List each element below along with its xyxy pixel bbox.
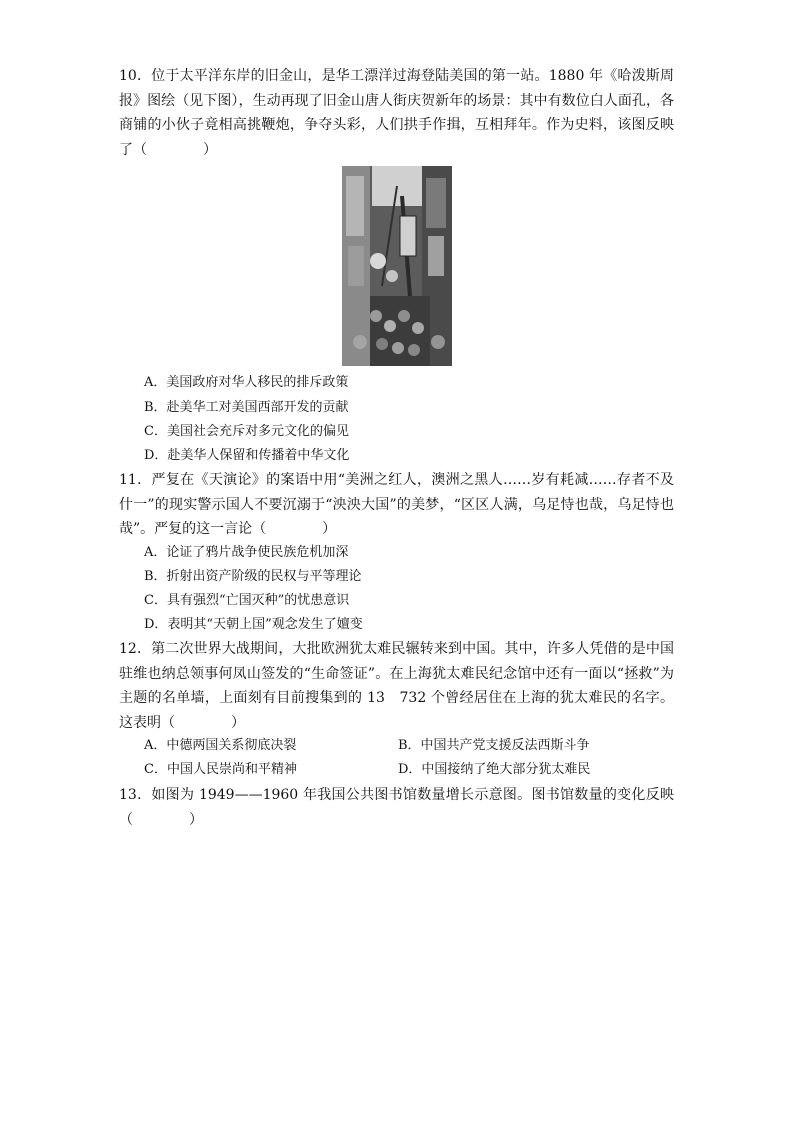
question-11-option-a[interactable]: A．论证了鸦片战争使民族危机加深 xyxy=(144,545,349,560)
chinatown-new-year-illustration xyxy=(342,166,452,366)
question-10-option-c[interactable]: C．美国社会充斥对多元文化的偏见 xyxy=(144,424,349,439)
question-10-stem: 10．位于太平洋东岸的旧金山，是华工漂洋过海登陆美国的第一站。1880 年《哈泼斯周报》图绘（见下图），生动再现了旧金山唐人街庆贺新年的场景：其中有数位白人面孔，各商铺的小伙子竟相高挑鞭炮，争夺头彩，人们拱手作揖，互相拜年。作为史料，该图反映了（ ） xyxy=(119,68,674,158)
question-12-option-c[interactable]: C．中国人民崇尚和平精神 xyxy=(144,762,297,777)
question-10-option-d[interactable]: D．赴美华人保留和传播着中华文化 xyxy=(144,448,350,463)
question-10-option-a[interactable]: A．美国政府对华人移民的排斥政策 xyxy=(144,375,349,390)
question-10-option-b[interactable]: B．赴美华工对美国西部开发的贡献 xyxy=(144,400,349,415)
question-12-option-d[interactable]: D．中国接纳了绝大部分犹太难民 xyxy=(398,762,591,777)
question-12-option-a[interactable]: A．中德两国关系彻底决裂 xyxy=(144,738,297,753)
question-12-option-b[interactable]: B．中国共产党支援反法西斯斗争 xyxy=(398,738,590,753)
question-11-option-d[interactable]: D．表明其“天朝上国”观念发生了嬗变 xyxy=(144,617,363,632)
question-11-stem: 11．严复在《天演论》的案语中用“美洲之红人，澳洲之黑人……岁有耗减……存者不及什一”的现实警示国人不要沉溺于“泱泱大国”的美梦，“区区人满，乌足恃也哉，乌足恃也哉”。严复的这一言论（ ） xyxy=(119,472,674,537)
question-13-stem: 13．如图为 1949——1960 年我国公共图书馆数量增长示意图。图书馆数量的变化反映（ ） xyxy=(119,787,674,828)
question-11-option-b[interactable]: B．折射出资产阶级的民权与平等理论 xyxy=(144,569,362,584)
question-11-option-c[interactable]: C．具有强烈“亡国灭种”的忧患意识 xyxy=(144,593,350,608)
question-12-stem: 12．第二次世界大战期间，大批欧洲犹太难民辗转来到中国。其中，许多人凭借的是中国驻维也纳总领事何凤山签发的“生命签证”。在上海犹太难民纪念馆中还有一面以“拯救”为主题的名单墙，上面刻有目前搜集到的 13 732 个曾经居住在上海的犹太难民的名字。这表明（ ） xyxy=(119,641,674,731)
engraving-image xyxy=(342,166,452,366)
